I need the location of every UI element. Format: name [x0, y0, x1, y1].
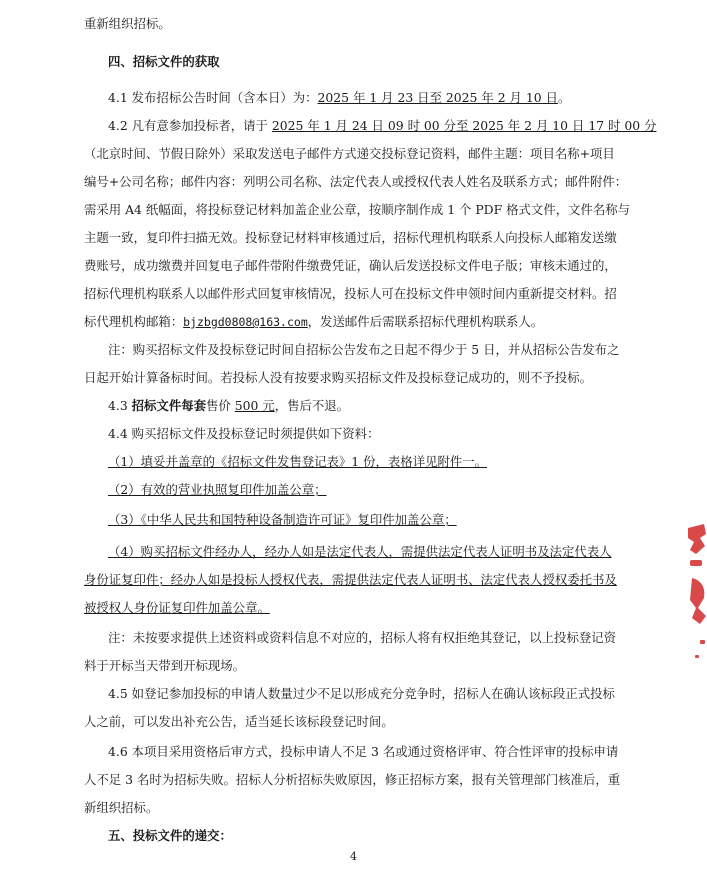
seal-icon [686, 520, 707, 670]
text-line: 日起开始计算备标时间。若投标人没有按要求购买招标文件及投标登记成功的，则不予投标。 [84, 370, 593, 385]
text-line: 人不足 3 名时为招标失败。招标人分析招标失败原因，修正招标方案，报有关管理部门核准后，重 [84, 772, 621, 787]
text-span: 标代理机构邮箱： [84, 314, 184, 329]
text-span: 售价 [206, 398, 235, 413]
document-price: 500 元 [234, 398, 275, 413]
text-span: 招标文件每套 [131, 398, 206, 413]
text-span: 4.2 凡有意参加投标者，请于 [108, 118, 272, 133]
text-line: 重新组织招标。 [84, 16, 171, 31]
requirement-item: （3）《中华人民共和国特种设备制造许可证》复印件加盖公章； [108, 512, 457, 527]
text-span: 。 [557, 90, 571, 105]
text-span: 4.1 发布招标公告时间（含本日）为： [108, 90, 318, 105]
seal-stamp-fragment [686, 520, 707, 670]
section-heading-5: 五、投标文件的递交： [108, 828, 232, 843]
requirement-item: 被授权人身份证复印件加盖公章。 [84, 600, 270, 615]
text-line: 料于开标当天带到开标现场。 [84, 658, 246, 673]
text-line: 主题一致，复印件扫描无效。投标登记材料审核通过后，招标代理机构联系人向投标人邮箱发送缴 [84, 230, 617, 245]
requirement-item: （2）有效的营业执照复印件加盖公章； [108, 482, 327, 497]
text-line: 4.6 本项目采用资格后审方式，投标申请人不足 3 名或通过资格评审、符合性评审的投标申请 [108, 744, 619, 759]
page-number: 4 [350, 850, 357, 863]
text-line: 费账号，成功缴费并回复电子邮件带附件缴费凭证，确认后发送投标文件电子版；审核未通过的， [84, 258, 617, 273]
requirement-item: 身份证复印件；经办人如是投标人授权代表，需提供法定代表人证明书、法定代表人授权委托书及 [84, 572, 617, 587]
text-span: ，发送邮件后需联系招标代理机构联系人。 [307, 314, 544, 329]
text-line [108, 118, 656, 134]
agency-email-link[interactable]: bjzbgd0808@163.com [183, 315, 308, 329]
text-line: 新组织招标。 [84, 800, 159, 815]
text-line [84, 314, 543, 330]
text-line: 4.5 如登记参加投标的申请人数量过少不足以形成充分竞争时，招标人在确认该标段正式投标 [108, 686, 615, 701]
requirement-item: （4）购买招标文件经办人，经办人如是法定代表人，需提供法定代表人证明书及法定代表人 [108, 544, 612, 559]
registration-date-range: 2025 年 1 月 24 日 09 时 00 分至 2025 年 2 月 10 日 17 时 00 分 [271, 118, 657, 133]
text-line [108, 90, 570, 106]
announcement-date-range: 2025 年 1 月 23 日至 2025 年 2 月 10 日 [317, 90, 558, 105]
section-heading-4: 四、招标文件的获取 [108, 54, 220, 69]
text-line [108, 398, 349, 414]
text-line: 招标代理机构联系人以邮件形式回复审核情况，投标人可在投标文件申领时间内重新提交材料。招 [84, 286, 617, 301]
text-line: 需采用 A4 纸幅面，将投标登记材料加盖企业公章，按顺序制作成 1 个 PDF 格式文件，文件名称与 [84, 202, 631, 217]
text-line: 编号+公司名称；邮件内容：列明公司名称、法定代表人或授权代表人姓名及联系方式；邮件附件： [84, 174, 628, 189]
text-line: 注：购买招标文件及投标登记时间自招标公告发布之日起不得少于 5 日，并从招标公告发布之 [108, 342, 620, 357]
requirement-item: （1）填妥并盖章的《招标文件发售登记表》1 份，表格详见附件一。 [108, 454, 488, 469]
text-span: 4.3 [108, 398, 132, 413]
text-span: ，售后不退。 [274, 398, 350, 413]
text-line: （北京时间、节假日除外）采取发送电子邮件方式递交投标登记资料，邮件主题：项目名称+项目 [84, 146, 615, 161]
text-line: 注：未按要求提供上述资料或资料信息不对应的，招标人将有权拒绝其登记，以上投标登记资 [108, 630, 617, 645]
text-line: 4.4 购买招标文件及投标登记时须提供如下资料： [108, 426, 380, 441]
text-line: 人之前，可以发出补充公告，适当延长该标段登记时间。 [84, 714, 394, 729]
